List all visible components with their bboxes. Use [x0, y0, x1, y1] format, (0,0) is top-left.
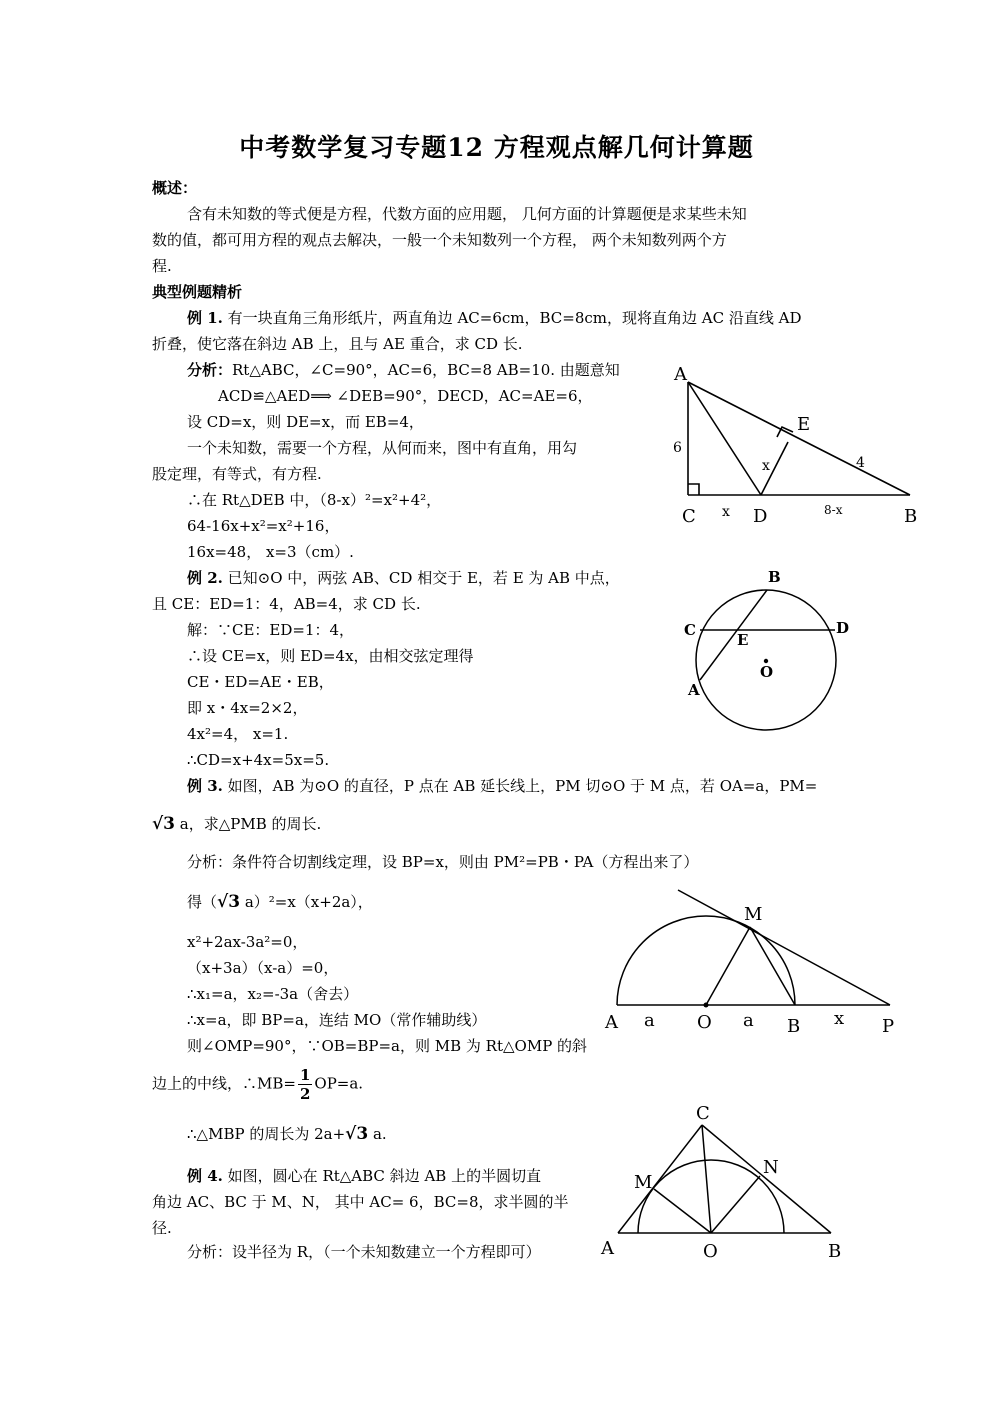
- example-3-text: a，求△PMB 的周长.: [179, 815, 322, 833]
- fig3-label-O: O: [697, 1012, 712, 1033]
- fig4-label-O: O: [703, 1241, 718, 1262]
- fig3-label-M: M: [744, 904, 763, 925]
- example-3-line: （x+3a）（x-a）=0，: [187, 959, 339, 977]
- sqrt-3: √3: [345, 1124, 369, 1144]
- example-1-line: [187, 308, 801, 328]
- fig1-side-4: 4: [856, 455, 865, 471]
- example-2-line: CE・ED=AE・EB，: [187, 673, 334, 691]
- example-2-line: 即 x・4x=2×2，: [187, 699, 308, 717]
- example-2-line: 4x²=4， x=1.: [187, 725, 289, 743]
- example-1-line: [187, 360, 620, 380]
- example-2-line: 解：∵CE：ED=1：4，: [187, 621, 355, 639]
- example-1-label: 例 1.: [187, 309, 223, 327]
- fig1-side-x: x: [722, 504, 730, 520]
- example-3-line: [152, 1066, 363, 1103]
- example-3-line: [187, 892, 373, 912]
- fig3-label-P: P: [882, 1016, 895, 1037]
- example-4-line: 角边 AC、BC 于 M、N， 其中 AC= 6，BC=8，求半圆的半: [152, 1193, 569, 1211]
- fig3-segment-MB: [750, 927, 795, 1005]
- figure-1-triangle: [660, 360, 930, 530]
- example-1-line: 股定理，有等式，有方程.: [152, 465, 322, 483]
- example-3-line: ∴x=a，即 BP=a，连结 MO（常作辅助线）: [187, 1011, 487, 1029]
- overview-paragraph-line: 含有未知数的等式便是方程，代数方面的应用题， 几何方面的计算题便是求某些未知: [187, 205, 747, 223]
- fig4-side-BC: [702, 1125, 831, 1233]
- fig3-semicircle: [617, 916, 795, 1005]
- example-4-line: 径.: [152, 1219, 172, 1237]
- example-2-line: [187, 568, 620, 588]
- example-4-line: 分析：设半径为 R，（一个未知数建立一个方程即可）: [187, 1243, 541, 1261]
- fig2-label-A: A: [688, 681, 700, 699]
- example-1-line: 设 CD=x，则 DE=x，而 EB=4，: [187, 413, 424, 431]
- overview-paragraph-line: 数的值，都可用方程的观点去解决，一般一个未知数列一个方程， 两个未知数列两个方: [152, 231, 727, 249]
- example-1-line: 一个未知数，需要一个方程，从何而来，图中有直角，用勾: [187, 439, 578, 457]
- example-3-text: a）²=x（x+2a），: [244, 893, 373, 911]
- fraction-numerator: 1: [299, 1066, 311, 1084]
- fig4-segment-OM: [654, 1189, 711, 1233]
- fig4-segment-ON: [711, 1176, 760, 1233]
- fig1-side-x: x: [762, 458, 770, 474]
- analysis-label: 分析：: [187, 361, 233, 379]
- example-3-line: ∴x₁=a，x₂=-3a（舍去）: [187, 985, 359, 1003]
- example-3-line: x²+2ax-3a²=0，: [187, 933, 308, 951]
- example-1-text: Rt△ABC，∠C=90°，AC=6，BC=8 AB=10. 由题意知: [232, 361, 620, 379]
- example-1-line: ∴在 Rt△DEB 中，（8-x）²=x²+4²，: [187, 491, 442, 509]
- sqrt-3: √3: [217, 892, 241, 912]
- fig4-label-C: C: [696, 1103, 710, 1124]
- fig3-label-A: A: [605, 1012, 618, 1033]
- fig2-label-B: B: [768, 568, 781, 586]
- example-3-text: ∴△MBP 的周长为 2a+: [187, 1125, 346, 1143]
- section-heading: 典型例题精析: [152, 283, 243, 301]
- fig3-label-x: x: [834, 1008, 845, 1029]
- fig3-label-a: a: [644, 1010, 655, 1031]
- example-4-label: 例 4.: [187, 1167, 223, 1185]
- example-3-text: 得（: [187, 893, 218, 911]
- example-3-line: [152, 814, 321, 834]
- figure-3-tangent: [600, 880, 910, 1045]
- example-2-line: 且 CE：ED=1：4，AB=4，求 CD 长.: [152, 595, 421, 613]
- fig1-segment: [688, 382, 761, 495]
- fig1-side-8-x: 8-x: [824, 503, 843, 517]
- example-4-line: [187, 1166, 541, 1186]
- fraction-denominator: 2: [299, 1085, 311, 1103]
- sqrt-3: √3: [152, 814, 176, 834]
- fig4-label-B: B: [828, 1241, 842, 1262]
- fig1-label-E: E: [797, 414, 811, 435]
- example-3-text: a.: [372, 1125, 387, 1143]
- example-3-line: [187, 1124, 387, 1144]
- fig2-label-O: O: [760, 663, 774, 681]
- overview-paragraph-line: 程.: [152, 257, 172, 275]
- example-3-text: OP=a.: [314, 1074, 364, 1093]
- fig3-label-a: a: [743, 1010, 754, 1031]
- example-1-text: 有一块直角三角形纸片，两直角边 AC=6cm，BC=8cm，现将直角边 AC 沿直线 AD: [227, 309, 802, 327]
- fig2-chord-AB: [700, 590, 767, 680]
- fig3-segment-OM: [706, 927, 750, 1005]
- example-1-line: 64-16x+x²=x²+16，: [187, 517, 340, 535]
- fig3-tangent-line: [678, 890, 890, 1005]
- fraction-one-half: [298, 1066, 312, 1103]
- figure-2-circle: [675, 565, 865, 740]
- fig3-label-B: B: [787, 1016, 801, 1037]
- fig2-label-D: D: [836, 619, 850, 637]
- fig4-label-A: A: [601, 1238, 614, 1259]
- figure-4-semicircle: [598, 1105, 848, 1265]
- example-1-line: 16x=48， x=3（cm）.: [187, 543, 354, 561]
- example-4-text: 如图，圆心在 Rt△ABC 斜边 AB 上的半圆切直: [227, 1167, 542, 1185]
- example-3-line: [187, 776, 817, 796]
- fig4-label-N: N: [763, 1157, 779, 1178]
- example-2-line: ∴CD=x+4x=5x=5.: [187, 751, 330, 769]
- example-1-line: ACD≌△AED⟹ ∠DEB=90°，DECD，AC=AE=6，: [218, 387, 593, 405]
- example-2-text: 已知⊙O 中，两弦 AB、CD 相交于 E，若 E 为 AB 中点，: [227, 569, 620, 587]
- fig3-center-dot: [704, 1003, 709, 1008]
- example-3-line: 分析：条件符合切割线定理，设 BP=x，则由 PM²=PB・PA（方程出来了）: [187, 853, 699, 871]
- example-3-line: 则∠OMP=90°，∵OB=BP=a，则 MB 为 Rt△OMP 的斜: [187, 1037, 588, 1055]
- example-3-text: 边上的中线，∴MB=: [152, 1074, 296, 1093]
- fig4-segment-CO: [702, 1125, 711, 1233]
- fig4-label-M: M: [634, 1172, 653, 1193]
- fig1-side-6: 6: [673, 440, 682, 456]
- example-1-line: 折叠，使它落在斜边 AB 上，且与 AE 重合，求 CD 长.: [152, 335, 523, 353]
- fig1-label-D: D: [753, 506, 768, 527]
- fig1-label-B: B: [904, 506, 918, 527]
- fig1-label-A: A: [674, 364, 687, 385]
- fig2-label-C: C: [684, 621, 696, 639]
- overview-heading: 概述：: [152, 179, 198, 197]
- fig2-label-E: E: [737, 631, 749, 649]
- example-3-label: 例 3.: [187, 777, 223, 795]
- example-2-line: ∴设 CE=x，则 ED=4x，由相交弦定理得: [187, 647, 474, 665]
- example-2-label: 例 2.: [187, 569, 223, 587]
- fig1-label-C: C: [682, 506, 696, 527]
- page-title: 中考数学复习专题12 方程观点解几何计算题: [239, 133, 754, 162]
- fig1-right-angle-mark: [688, 484, 699, 495]
- fig1-segment: [688, 382, 910, 495]
- example-3-text: 如图，AB 为⊙O 的直径，P 点在 AB 延长线上，PM 切⊙O 于 M 点，若 OA=a，PM=: [227, 777, 818, 795]
